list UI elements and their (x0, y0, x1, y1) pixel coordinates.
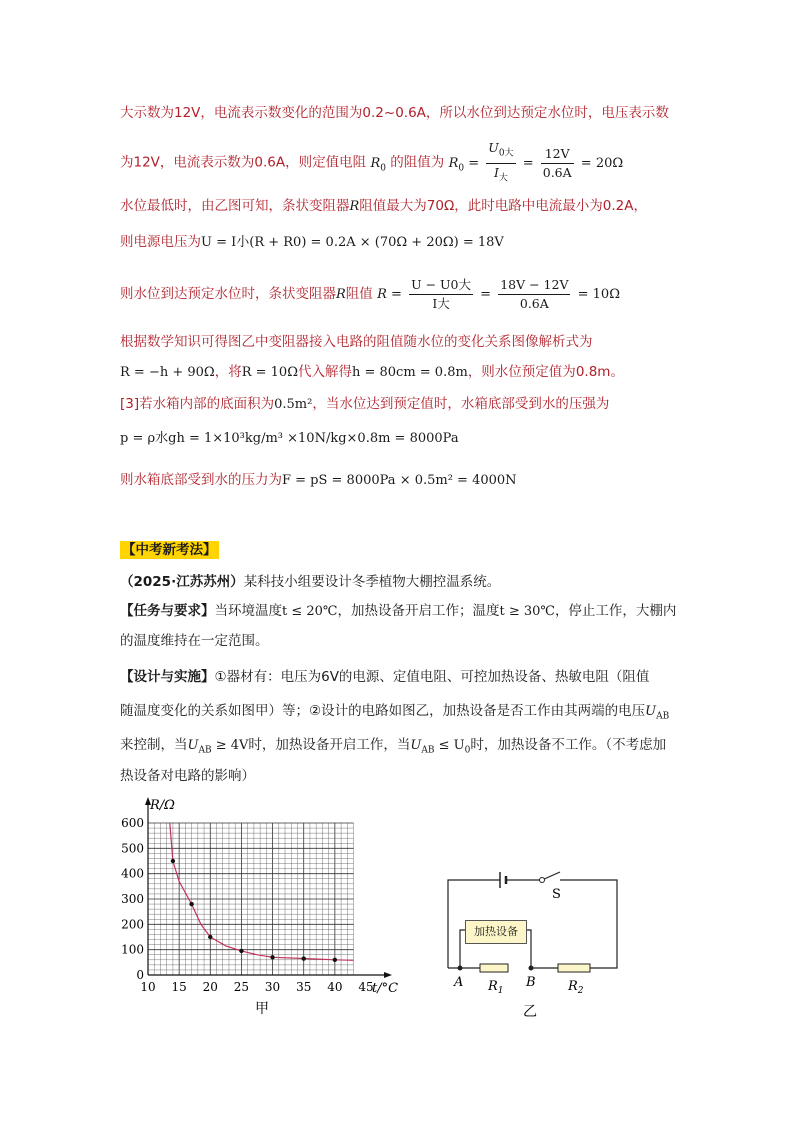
chart-caption: 甲 (255, 1001, 269, 1017)
question-line-1: （2025·江苏苏州）某科技小组要设计冬季植物大棚控温系统。 (120, 574, 501, 590)
solution-line-4: 则电源电压为U = I小(R + R0) = 0.2A × (70Ω + 20Ω) = 18V (120, 234, 504, 250)
section-tag: 【中考新考法】 (122, 542, 217, 558)
solution-line-1: 大示数为12V，电流表示数变化的范围为0.2~0.6A，所以水位到达预定水位时，电压表示数 (120, 105, 669, 121)
node-a-dot (458, 966, 463, 971)
solution-line-3: 水位最低时，由乙图可知，条状变阻器R阻值最大为70Ω，此时电路中电流最小为0.2A， (120, 198, 648, 214)
solution-line-8: [3]若水箱内部的底面积为0.5m²，当水位达到预定值时，水箱底部受到水的压强为 (120, 396, 610, 412)
node-b-dot (529, 966, 534, 971)
y-tick-label: 600 (121, 816, 144, 830)
y-tick-label: 300 (121, 892, 144, 906)
question-line-4: 【设计与实施】①器材有：电压为6V的电源、定值电阻、可控加热设备、热敏电阻（阻值 (120, 669, 650, 685)
x-tick-label: 30 (264, 980, 281, 994)
thermistor-resistance-chart (110, 795, 420, 1025)
heating-device-box: 加热设备 (465, 920, 527, 944)
switch-label: S (552, 887, 561, 902)
solution-line-9 (120, 428, 459, 449)
node-a-label: A (454, 975, 464, 990)
x-axis-arrow (384, 972, 392, 978)
chart-tick-labels (121, 816, 374, 994)
x-tick-label: 45 (358, 980, 374, 994)
resistor-r1 (480, 964, 508, 972)
y-tick-label: 200 (121, 917, 144, 932)
formula-source-voltage: U = I小(R + R0) = 0.2A × (70Ω + 20Ω) = 18V (201, 235, 504, 250)
formula-r0: $R_0$ = $\frac{U_{0大}}{I_大}$ = $\frac{12V}{0.6A}$ = 20Ω (449, 156, 624, 171)
r2-label: $R_2$ (568, 979, 584, 996)
solution-line-2: 为12V，电流表示数为0.6A，则定值电阻 $R_0$ 的阻值为 $R_0$ = $\frac{U_{0大}}{I_大}$ = $\frac{12V}{0.6A}$ = 20Ω (120, 140, 623, 186)
solution-line-6: 根据数学知识可得图乙中变阻器接入电路的阻值随水位的变化关系图像解析式为 (120, 334, 593, 350)
question-line-6: 来控制，当$U_{AB} \ge 4V$时，加热设备开启工作，当$U_{AB} \le U_0$时，加热设备不工作。（不考虑加 (120, 737, 667, 756)
question-line-7: 热设备对电路的影响） (120, 768, 255, 784)
switch-contact (540, 878, 545, 883)
data-point (189, 902, 193, 906)
y-tick-label: 400 (121, 866, 144, 881)
resistor-r2 (558, 964, 590, 972)
y-tick-label: 100 (121, 942, 144, 957)
circuit-caption: 乙 (523, 1004, 537, 1020)
y-tick-label: 0 (136, 968, 144, 982)
node-b-label: B (526, 975, 536, 990)
circuit-diagram (430, 860, 630, 1020)
fraction-values: $\frac{12V}{0.6A}$ (542, 145, 572, 180)
y-tick-label: 500 (121, 841, 144, 856)
symbol-r0: $R_0$ (370, 155, 386, 174)
chart-grid (148, 823, 354, 975)
formula-pressure: p = ρ水gh = 1×10³kg/m³ ×10N/kg×0.8m = 8000Pa (120, 431, 459, 446)
x-tick-label: 35 (296, 980, 312, 994)
chart-x-label: t/°C (372, 981, 399, 996)
r1-label: $R_1$ (488, 979, 504, 996)
solution-line-7: R = −h + 90Ω，将R = 10Ω代入解得h = 80cm = 0.8m，则水位预定值为0.8m。 (120, 364, 624, 380)
data-point (270, 955, 274, 959)
formula-r-value: R = $\frac{\text{U − U0大}}{\text{I大}}$ = $\frac{18V - 12V}{0.6A}$ = 10Ω (377, 277, 620, 311)
data-point (171, 859, 175, 863)
formula-force: F = pS = 8000Pa × 0.5m² = 4000N (282, 473, 517, 488)
x-tick-label: 10 (140, 980, 156, 994)
chart-y-label: R/Ω (150, 798, 175, 813)
fraction-u-over-i: $\frac{U_{0大}}{I_大}$ (488, 140, 514, 183)
data-point (302, 956, 306, 960)
solution-line-10: 则水箱底部受到水的压力为F = pS = 8000Pa × 0.5m² = 4000N (120, 472, 517, 488)
x-tick-label: 20 (202, 980, 218, 994)
question-line-3: 的温度维持在一定范围。 (120, 633, 269, 649)
x-tick-label: 15 (171, 980, 187, 994)
solution-line-5: 则水位到达预定水位时，条状变阻器R阻值 R = $\frac{\text{U − U0大}}{\text{I大}}$ = $\frac{18V - 12V}{0.6A}$ = 10Ω (120, 277, 620, 311)
x-tick-label: 25 (233, 980, 250, 994)
x-tick-label: 40 (327, 980, 343, 994)
data-point (333, 958, 337, 962)
data-point (239, 949, 243, 953)
question-line-2: 【任务与要求】当环境温度t ≤ 20℃，加热设备开启工作；温度t ≥ 30℃，停止工作，大棚内 (120, 603, 677, 619)
data-point (208, 935, 212, 939)
question-line-5: 随温度变化的关系如图甲）等；②设计的电路如图乙，加热设备是否工作由其两端的电压$U_{AB}$ (120, 703, 670, 722)
